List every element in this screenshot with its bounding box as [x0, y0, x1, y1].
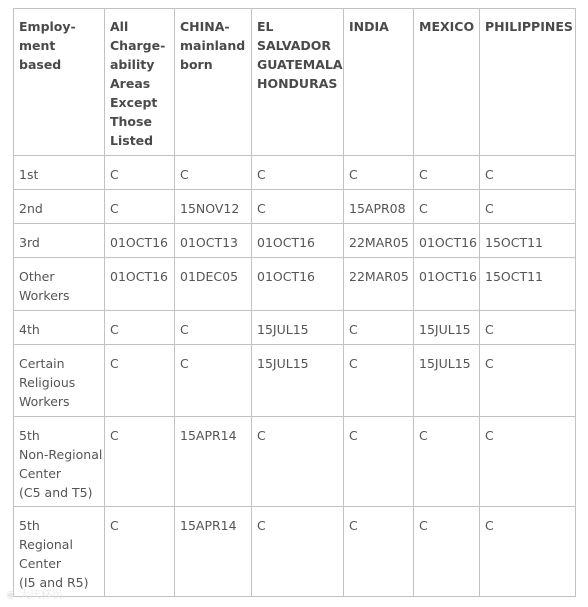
header-row [14, 9, 576, 156]
table-row [14, 224, 576, 258]
table-cell: 01OCT16 [414, 258, 480, 311]
row-category-cell: 4th [14, 311, 105, 345]
watermark [6, 586, 63, 602]
table-cell: C [105, 190, 175, 224]
row-category-cell: Other Workers [14, 258, 105, 311]
header-india: INDIA [344, 9, 414, 156]
table-row [14, 507, 576, 597]
table-cell: C [105, 345, 175, 417]
table-cell: C [480, 507, 576, 597]
table-cell: 15NOV12 [175, 190, 252, 224]
table-cell: C [175, 156, 252, 190]
table-cell: C [105, 156, 175, 190]
table-cell: 15JUL15 [252, 311, 344, 345]
table-row [14, 258, 576, 311]
visa-bulletin-table [13, 8, 576, 597]
table-row [14, 417, 576, 507]
header-all-chargeability: All Charge- ability Areas Except Those Listed [105, 9, 175, 156]
watermark-logo-icon: ◉ [6, 588, 16, 601]
table-cell: C [414, 417, 480, 507]
table-cell: C [414, 156, 480, 190]
row-category-cell: 5th Non-Regional Center (C5 and T5) [14, 417, 105, 507]
table-cell: C [344, 345, 414, 417]
table-cell: 15JUL15 [252, 345, 344, 417]
table-cell: C [480, 345, 576, 417]
table-cell: 15APR14 [175, 507, 252, 597]
table-cell: C [480, 156, 576, 190]
row-category-cell: 3rd [14, 224, 105, 258]
table-cell: C [105, 507, 175, 597]
table-row [14, 156, 576, 190]
table-cell: 01DEC05 [175, 258, 252, 311]
header-mexico: MEXICO [414, 9, 480, 156]
table-cell: 22MAR05 [344, 224, 414, 258]
watermark-text: 大庆移民 [19, 588, 64, 601]
table-cell: 01OCT16 [252, 224, 344, 258]
table-cell: 15APR08 [344, 190, 414, 224]
table-cell: C [344, 417, 414, 507]
table-cell: 01OCT16 [414, 224, 480, 258]
row-category-cell: 2nd [14, 190, 105, 224]
row-category-cell: 5th Regional Center (I5 and R5) [14, 507, 105, 597]
table-cell: 15APR14 [175, 417, 252, 507]
header-employment-based: Employ- ment based [14, 9, 105, 156]
table-cell: 15JUL15 [414, 345, 480, 417]
table-row [14, 345, 576, 417]
table-cell: C [480, 311, 576, 345]
table-cell: C [252, 156, 344, 190]
header-china: CHINA- mainland born [175, 9, 252, 156]
table-cell: 22MAR05 [344, 258, 414, 311]
row-category-cell: Certain Religious Workers [14, 345, 105, 417]
header-el-salvador: EL SALVADOR GUATEMALA HONDURAS [252, 9, 344, 156]
table-cell: C [105, 311, 175, 345]
table-cell: 15OCT11 [480, 258, 576, 311]
table-cell: C [252, 417, 344, 507]
header-philippines: PHILIPPINES [480, 9, 576, 156]
row-category-cell: 1st [14, 156, 105, 190]
table-cell: C [175, 311, 252, 345]
table-cell: 01OCT16 [105, 258, 175, 311]
table-cell: C [344, 311, 414, 345]
table-cell: C [480, 417, 576, 507]
table-cell: C [175, 345, 252, 417]
table-cell: C [344, 507, 414, 597]
table-cell: 15JUL15 [414, 311, 480, 345]
table-cell: 15OCT11 [480, 224, 576, 258]
table-row [14, 311, 576, 345]
table-cell: C [344, 156, 414, 190]
table-cell: C [105, 417, 175, 507]
table-cell: 01OCT13 [175, 224, 252, 258]
table-row [14, 190, 576, 224]
table-cell: C [414, 507, 480, 597]
table-cell: 01OCT16 [252, 258, 344, 311]
table-cell: C [252, 507, 344, 597]
table-cell: 01OCT16 [105, 224, 175, 258]
table-cell: C [414, 190, 480, 224]
table-cell: C [252, 190, 344, 224]
table-cell: C [480, 190, 576, 224]
